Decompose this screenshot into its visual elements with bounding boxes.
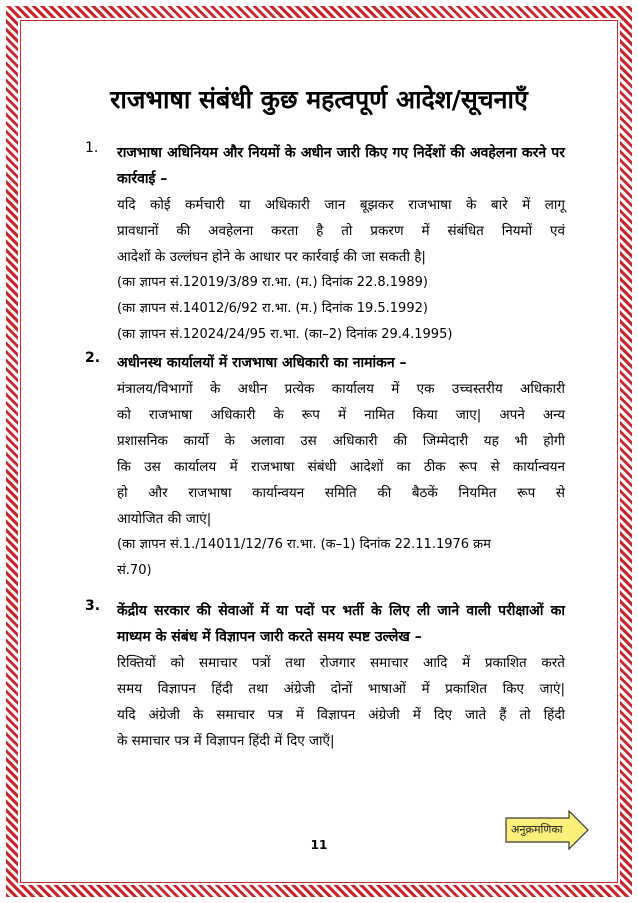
paragraph-line: कि उस कार्यालय में राजभाषा संबंधी आदेशों का ठीक रूप से कार्यान्वयन: [117, 459, 565, 475]
memo-reference: (का ज्ञापन सं.1./14011/12/76 रा.भा. (क–1) दिनांक 22.11.1976 क्रम: [117, 537, 491, 552]
section-2: [85, 350, 565, 584]
paragraph-line: आयोजित की जाएं|: [117, 511, 212, 527]
paragraph-line: को राजभाषा अधिकारी के रूप में नामित किया जाए| अपने अन्य: [117, 407, 565, 423]
paragraph-line: समय विज्ञापन हिंदी तथा अंग्रेजी दोनों भाषाओं में प्रकाशित किए जाएं|: [117, 681, 565, 697]
index-button[interactable]: [505, 810, 589, 850]
paragraph-line: मंत्रालय/विभागों के अधीन प्रत्येक कार्यालय में एक उच्चस्तरीय अधिकारी: [117, 381, 565, 397]
page-title: राजभाषा संबंधी कुछ महत्वपूर्ण आदेश/सूचनाएँ: [110, 85, 528, 114]
paragraph-line: आदेशों के उल्लंघन होने के आधार पर कार्रवाई की जा सकती है|: [117, 249, 426, 265]
paragraph-line: के समाचार पत्र में विज्ञापन हिंदी में दिए जाएँ|: [117, 733, 335, 749]
paragraph-line: प्रावधानों की अवहेलना करता है तो प्रकरण में संबंधित नियमों एवं: [117, 223, 565, 239]
memo-reference: सं.70): [117, 563, 152, 578]
paragraph-line: रिक्तियों को समाचार पत्रों तथा रोजगार समाचार आदि में प्रकाशित करते: [117, 655, 565, 671]
section-heading: अधीनस्थ कार्यालयों में राजभाषा अधिकारी का नामांकन –: [117, 355, 407, 371]
index-button-label: अनुक्रमणिका: [511, 823, 563, 836]
paragraph-line: प्रशासनिक कार्यो के अलावा उस अधिकारी की जिम्मेदारी यह भी होगी: [117, 433, 565, 449]
section-heading: केंद्रीय सरकार की सेवाओं में या पदों पर भर्ती के लिए ली जाने वाली परीक्षाओं का माध्यम के संबंध में विज्ञापन जारी करते समय स्पष्ट उल्लेख –: [117, 603, 565, 645]
section-number: 3.: [85, 598, 101, 614]
section-3: [85, 598, 565, 754]
paragraph-line: यदि अंग्रेजी के समाचार पत्र में विज्ञापन अंग्रेजी में दिए जाते हैं तो हिंदी: [117, 707, 565, 723]
paragraph-line: यदि कोई कर्मचारी या अधिकारी जान बूझकर राजभाषा के बारे में लागू: [117, 197, 565, 213]
memo-reference: (का ज्ञापन सं.12024/24/95 रा.भा. (का–2) दिनांक 29.4.1995): [117, 327, 453, 342]
section-number: 2.: [85, 350, 101, 366]
memo-reference: (का ज्ञापन सं.14012/6/92 रा.भा. (म.) दिनांक 19.5.1992): [117, 301, 428, 316]
memo-reference: (का ज्ञापन सं.12019/3/89 रा.भा. (म.) दिनांक 22.8.1989): [117, 275, 428, 290]
section-heading: राजभाषा अधिनियम और नियमों के अधीन जारी किए गए निर्देशों की अवहेलना करने पर कार्रवाई –: [117, 145, 565, 187]
section-number: 1.: [85, 140, 99, 156]
paragraph-line: हो और राजभाषा कार्यान्वयन समिति की बैठकें नियमित रूप से: [117, 485, 565, 501]
section-1: [85, 140, 565, 348]
page-number: 11: [310, 838, 328, 852]
